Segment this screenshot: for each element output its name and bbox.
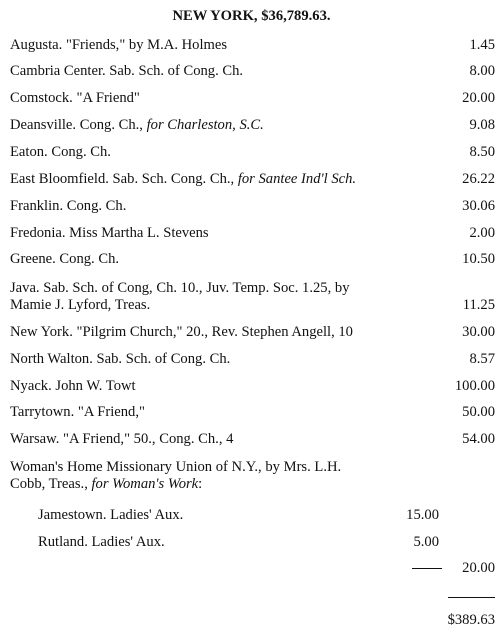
- sub-entry-amount: 15.00: [406, 507, 439, 523]
- entry-text: Nyack. John W. Towt: [10, 378, 136, 394]
- entry-amount: 1.45: [469, 37, 495, 53]
- entry-text: Fredonia. Miss Martha L. Stevens: [10, 225, 209, 241]
- entry-text: Java. Sab. Sch. of Cong, Ch. 10., Juv. Temp. Soc. 1.25, by Mamie J. Lyford, Treas.: [10, 280, 350, 313]
- entry-amount: 50.00: [462, 404, 495, 420]
- entry-text: New York. "Pilgrim Church," 20., Rev. Stephen Angell, 10: [10, 324, 353, 340]
- entry-amount: 8.57: [469, 351, 495, 367]
- total-rule: [448, 597, 495, 598]
- entry-text: North Walton. Sab. Sch. of Cong. Ch.: [10, 351, 231, 367]
- subtotal-amount: 20.00: [462, 560, 495, 576]
- entry-amount: 9.08: [469, 117, 495, 133]
- entry-amount: 30.06: [462, 198, 495, 214]
- list-item: [0, 280, 503, 314]
- entry-text-suffix: :: [198, 476, 203, 492]
- entry-text-italic: for Santee Ind'l Sch.: [237, 171, 357, 187]
- sub-entry-amount: 5.00: [413, 534, 439, 550]
- sub-entry-text: Jamestown. Ladies' Aux.: [38, 507, 184, 523]
- entry-text: Eaton. Cong. Ch.: [10, 144, 111, 160]
- entry-text: Comstock. "A Friend": [10, 90, 140, 106]
- entry-amount: 54.00: [462, 431, 495, 447]
- entry-amount: 8.50: [469, 144, 495, 160]
- entry-text-plain: Deansville. Cong. Ch.,: [10, 117, 147, 133]
- entry-amount: 26.22: [462, 171, 495, 187]
- subtotal-rule: [412, 568, 442, 569]
- entry-text: Warsaw. "A Friend," 50., Cong. Ch., 4: [10, 431, 234, 447]
- entry-text: Greene. Cong. Ch.: [10, 251, 120, 267]
- sub-entry-text: Rutland. Ladies' Aux.: [38, 534, 165, 550]
- entry-amount: 11.25: [462, 297, 495, 313]
- entry-amount: 10.50: [462, 251, 495, 267]
- entry-amount: 20.00: [462, 90, 495, 106]
- entry-text: [10, 459, 380, 493]
- entry-text: [10, 171, 356, 188]
- page-title: NEW YORK, $36,789.63.: [172, 8, 331, 24]
- entry-text: Cambria Center. Sab. Sch. of Cong. Ch.: [10, 63, 244, 79]
- entry-amount: 100.00: [454, 378, 495, 394]
- entry-amount: 8.00: [469, 63, 495, 79]
- entry-text-italic: for Charleston, S.C.: [146, 117, 264, 133]
- entry-amount: 2.00: [469, 225, 495, 241]
- entry-text-italic: for Woman's Work: [91, 476, 199, 492]
- list-item: [0, 459, 503, 493]
- entry-text-plain: Woman's Home Missionary Union of N.Y., by Mrs. L.H. Cobb, Treas.,: [10, 459, 342, 492]
- entry-text: Augusta. "Friends," by M.A. Holmes: [10, 37, 228, 53]
- entry-text: Tarrytown. "A Friend,": [10, 404, 145, 420]
- entry-text-plain: East Bloomfield. Sab. Sch. Cong. Ch.,: [10, 171, 238, 187]
- entry-text: Franklin. Cong. Ch.: [10, 198, 127, 214]
- entry-amount: 30.00: [462, 324, 495, 340]
- entry-text: [10, 117, 264, 134]
- total-amount: $389.63: [447, 612, 495, 628]
